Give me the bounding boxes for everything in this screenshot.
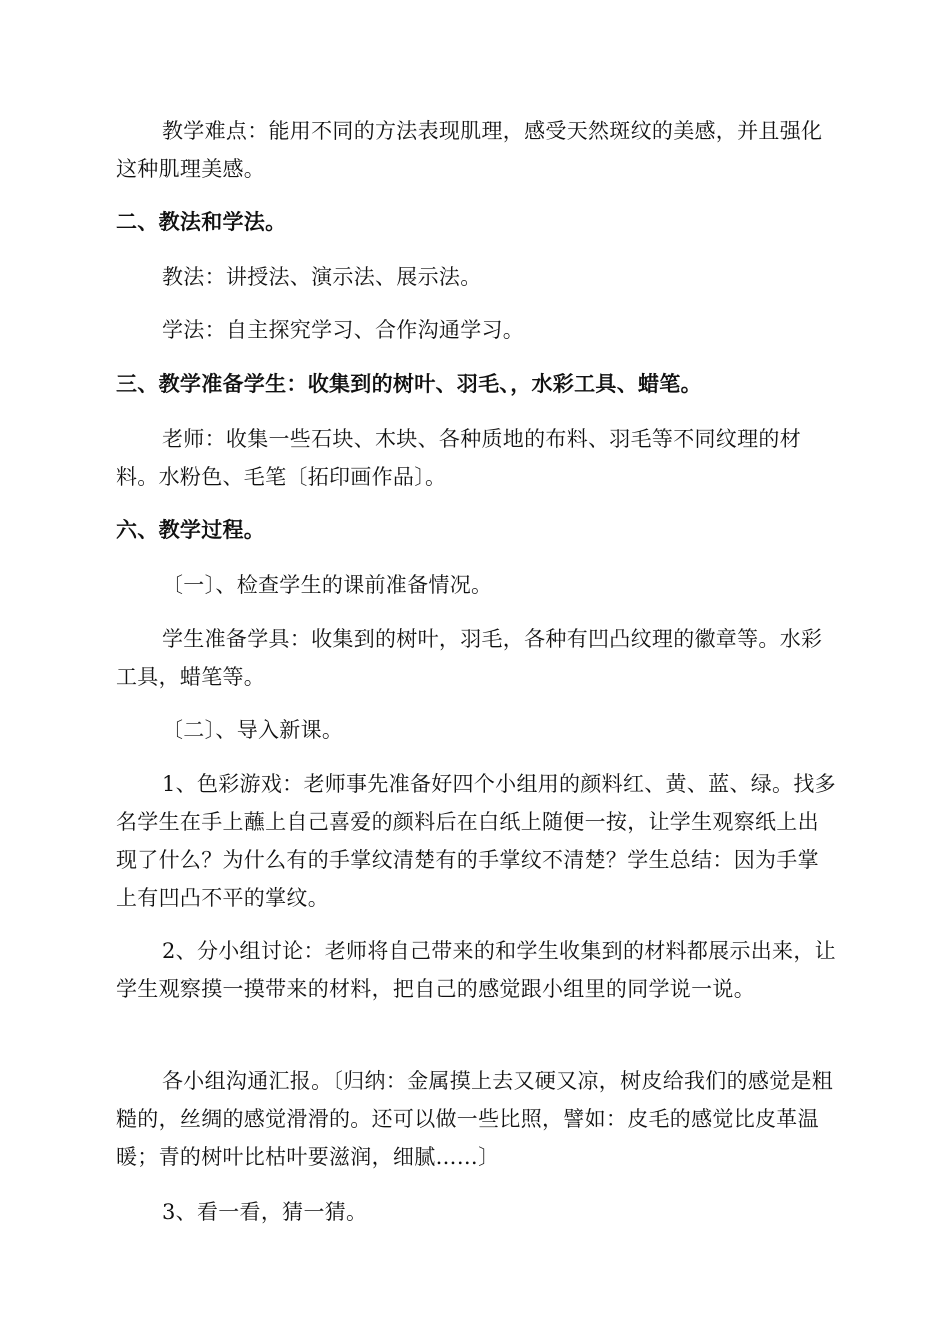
paragraph-teaching-difficulty: 教学难点：能用不同的方法表现肌理，感受天然斑纹的美感，并且强化这种肌理美感。 <box>116 119 823 181</box>
paragraph-group-report: 各小组沟通汇报。〔归纳：金属摸上去又硬又凉，树皮给我们的感觉是粗糙的，丝绸的感觉滑滑的。还可以做一些比照，譬如：皮毛的感觉比皮革温暖；青的树叶比枯叶要滋润，细腻……〕 <box>116 1069 834 1169</box>
paragraph-group-discussion: 2、分小组讨论：老师将自己带来的和学生收集到的材料都展示出来，让学生观察摸一摸带来的材料，把自己的感觉跟小组里的同学说一说。 <box>116 939 836 1001</box>
paragraph-teaching-method: 教法：讲授法、演示法、展示法。 <box>162 265 482 289</box>
paragraph-learning-method: 学法：自主探究学习、合作沟通学习。 <box>162 318 525 342</box>
paragraph-look-and-guess: 3、看一看，猜一猜。 <box>162 1200 368 1224</box>
paragraph-student-tools: 学生准备学具：收集到的树叶，羽毛，各种有凹凸纹理的徽章等。水彩工具，蜡笔等。 <box>116 627 823 689</box>
paragraph-teacher-preparation: 老师：收集一些石块、木块、各种质地的布料、羽毛等不同纹理的材料。水粉色、毛笔〔拓印画作品〕。 <box>116 427 801 489</box>
heading-preparation: 三、教学准备学生：收集到的树叶、羽毛、，水彩工具、蜡笔。 <box>116 371 702 396</box>
heading-teaching-process: 六、教学过程。 <box>116 517 266 542</box>
paragraph-introduce-lesson: 〔二〕、导入新课。 <box>162 718 344 742</box>
paragraph-color-game: 1、色彩游戏：老师事先准备好四个小组用的颜料红、黄、蓝、绿。找多名学生在手上蘸上自己喜爱的颜料后在白纸上随便一按，让学生观察纸上出现了什么？为什么有的手掌纹清楚有的手掌纹不清楚？学生总结：因为手掌上有凹凸不平的掌纹。 <box>116 772 836 910</box>
paragraph-check-preparation: 〔一〕、检查学生的课前准备情况。 <box>162 573 493 597</box>
heading-methods: 二、教法和学法。 <box>116 209 287 234</box>
